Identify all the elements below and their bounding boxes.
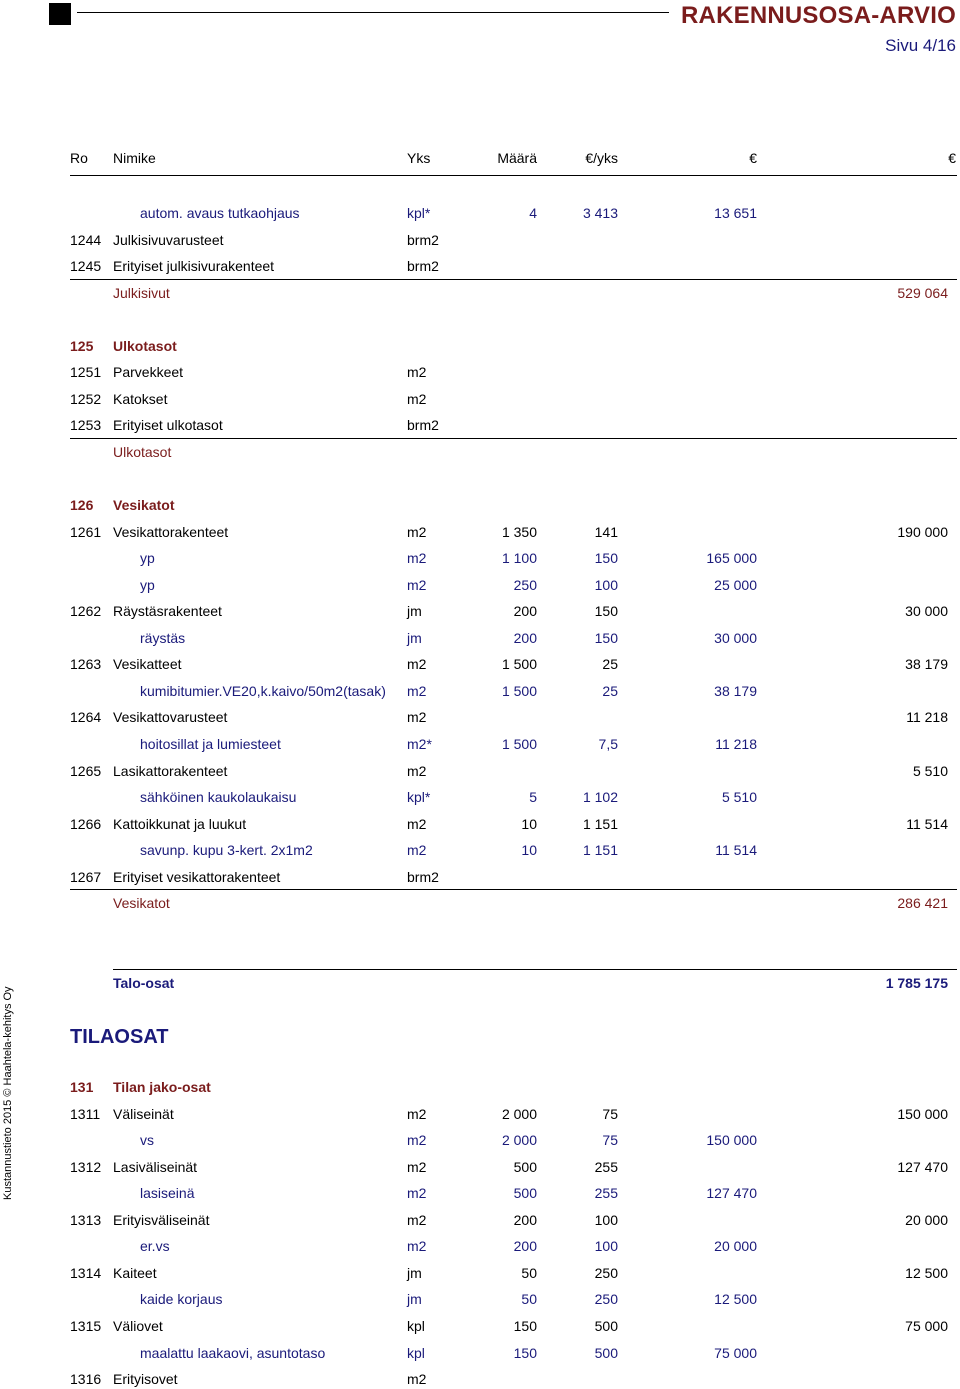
row-name: Lasikattorakenteet (113, 763, 228, 779)
row-name: räystäs (140, 630, 186, 646)
row-unit-price: 25 (602, 683, 618, 699)
row-name: vs (140, 1132, 154, 1148)
item-row (0, 256, 960, 276)
row-name: Erityisväliseinät (113, 1212, 210, 1228)
row-code: 1265 (70, 763, 102, 779)
col-eur-total: € (948, 150, 956, 166)
row-name: Erityiset julkisivurakenteet (113, 258, 275, 274)
row-code: 1261 (70, 524, 102, 540)
row-quantity: 50 (521, 1291, 537, 1307)
row-unit-price: 255 (594, 1159, 618, 1175)
row-unit: m2 (407, 842, 427, 858)
row-quantity: 10 (521, 816, 537, 832)
col-nimike: Nimike (113, 150, 156, 166)
row-name: Vesikattovarusteet (113, 709, 228, 725)
row-unit: brm2 (407, 869, 439, 885)
row-name: Vesikatteet (113, 656, 182, 672)
item-row (0, 707, 960, 727)
row-unit: m2* (407, 736, 432, 752)
row-unit: kpl (407, 1318, 425, 1334)
row-unit-price: 100 (594, 1238, 618, 1254)
row-sub-amount: 75 000 (714, 1345, 757, 1361)
row-unit-price: 100 (594, 1212, 618, 1228)
item-row (0, 230, 960, 250)
col-maara: Määrä (497, 150, 537, 166)
row-unit: m2 (407, 1185, 427, 1201)
row-unit: jm (407, 1291, 422, 1307)
row-quantity: 2 000 (501, 1132, 537, 1148)
row-code: 1315 (70, 1318, 102, 1334)
row-unit-price: 255 (594, 1185, 618, 1201)
item-row (0, 1263, 960, 1283)
row-name: autom. avaus tutkaohjaus (140, 205, 300, 221)
row-unit: jm (407, 603, 422, 619)
item-row (0, 415, 960, 435)
row-code: 1262 (70, 603, 102, 619)
row-unit: kpl* (407, 789, 431, 805)
col-yks: Yks (407, 150, 431, 166)
row-unit: m2 (407, 550, 427, 566)
sub-item-row (0, 628, 960, 648)
row-total-amount: 30 000 (905, 603, 948, 619)
subtotal-rule (113, 969, 957, 970)
row-sub-amount: 127 470 (706, 1185, 757, 1201)
row-total-amount: 12 500 (905, 1265, 948, 1281)
row-unit-price: 500 (594, 1318, 618, 1334)
row-unit-price: 500 (594, 1345, 618, 1361)
row-unit-price: 7,5 (598, 736, 618, 752)
row-name: yp (140, 550, 155, 566)
row-name: Parvekkeet (113, 364, 184, 380)
row-unit: kpl* (407, 205, 431, 221)
row-total-amount: 5 510 (912, 763, 948, 779)
row-name: maalattu laakaovi, asuntotaso (140, 1345, 326, 1361)
header-underline (70, 175, 957, 176)
row-name: Ulkotasot (113, 444, 172, 460)
item-row (0, 761, 960, 781)
row-name: Erityiset vesikattorakenteet (113, 869, 281, 885)
row-unit-price: 75 (602, 1106, 618, 1122)
item-row (0, 1104, 960, 1124)
col-eur-sub: € (749, 150, 757, 166)
row-unit: m2 (407, 1159, 427, 1175)
row-sub-amount: 165 000 (706, 550, 757, 566)
sub-item-row (0, 734, 960, 754)
sub-item-row (0, 787, 960, 807)
row-name: kaide korjaus (140, 1291, 223, 1307)
item-row (0, 1210, 960, 1230)
row-name: Talo-osat (113, 975, 175, 991)
row-unit: brm2 (407, 232, 439, 248)
row-quantity: 500 (513, 1159, 537, 1175)
item-row (0, 1316, 960, 1336)
row-quantity: 150 (513, 1345, 537, 1361)
row-sub-amount: 11 218 (715, 736, 757, 752)
row-name: Katokset (113, 391, 168, 407)
section-title: TILAOSAT (70, 1026, 169, 1048)
item-row (0, 389, 960, 409)
item-row (0, 1157, 960, 1177)
row-name: yp (140, 577, 155, 593)
row-quantity: 200 (513, 630, 537, 646)
row-total-amount: 20 000 (905, 1212, 948, 1228)
item-row (0, 601, 960, 621)
row-name: Vesikattorakenteet (113, 524, 229, 540)
row-unit-price: 141 (594, 524, 618, 540)
item-row (0, 362, 960, 382)
row-unit: m2 (407, 1106, 427, 1122)
row-unit: m2 (407, 364, 427, 380)
row-name: Vesikatot (113, 895, 170, 911)
row-name: Lasiväliseinät (113, 1159, 198, 1175)
row-name: Väliseinät (113, 1106, 174, 1122)
row-quantity: 4 (529, 205, 537, 221)
item-row (0, 654, 960, 674)
item-row (0, 1369, 960, 1389)
page-number: Sivu 4/16 (885, 36, 956, 55)
row-quantity: 1 100 (501, 550, 537, 566)
row-unit: kpl (407, 1345, 425, 1361)
row-code: 1251 (70, 364, 102, 380)
row-sub-amount: 30 000 (714, 630, 757, 646)
row-unit: m2 (407, 1238, 427, 1254)
row-unit: m2 (407, 524, 427, 540)
row-total-amount: 190 000 (897, 524, 948, 540)
row-quantity: 200 (513, 603, 537, 619)
sub-item-row (0, 1236, 960, 1256)
row-unit: brm2 (407, 417, 439, 433)
row-quantity: 150 (513, 1318, 537, 1334)
row-unit-price: 100 (594, 577, 618, 593)
row-name: Julkisivut (113, 285, 170, 301)
row-code: 1267 (70, 869, 102, 885)
row-code: 1252 (70, 391, 102, 407)
row-total-amount: 150 000 (897, 1106, 948, 1122)
col-per-yks: €/yks (585, 150, 618, 166)
row-unit: m2 (407, 709, 427, 725)
subtotal-row (0, 893, 960, 913)
row-unit-price: 150 (594, 603, 618, 619)
group-heading-row (0, 495, 960, 515)
row-code: 1245 (70, 258, 102, 274)
row-unit: m2 (407, 816, 427, 832)
col-ro: Ro (70, 150, 88, 166)
sub-item-row (0, 575, 960, 595)
row-unit: jm (407, 1265, 422, 1281)
row-quantity: 1 500 (501, 656, 537, 672)
sub-item-row (0, 840, 960, 860)
row-code: 1253 (70, 417, 102, 433)
row-unit-price: 1 102 (582, 789, 618, 805)
row-name: Räystäsrakenteet (113, 603, 222, 619)
row-unit: m2 (407, 763, 427, 779)
row-name: kumibitumier.VE20,k.kaivo/50m2(tasak) (140, 683, 386, 699)
item-row (0, 522, 960, 542)
row-code: 1266 (70, 816, 102, 832)
subtotal-rule (70, 889, 957, 890)
row-name: Tilan jako-osat (113, 1079, 211, 1095)
row-code: 126 (70, 497, 94, 513)
subtotal-row (0, 442, 960, 462)
row-code: 131 (70, 1079, 94, 1095)
row-name: Väliovet (113, 1318, 163, 1334)
row-total-amount: 11 218 (906, 709, 948, 725)
row-code: 125 (70, 338, 94, 354)
row-unit: m2 (407, 1132, 427, 1148)
row-code: 1313 (70, 1212, 102, 1228)
row-unit-price: 75 (602, 1132, 618, 1148)
row-sub-amount: 38 179 (714, 683, 757, 699)
subtotal-row (0, 283, 960, 303)
row-unit-price: 1 151 (582, 842, 618, 858)
row-quantity: 1 500 (501, 736, 537, 752)
row-total-amount: 127 470 (897, 1159, 948, 1175)
document-title: RAKENNUSOSA-ARVIO (681, 2, 956, 29)
row-total-amount: 11 514 (906, 816, 948, 832)
row-name: lasiseinä (140, 1185, 195, 1201)
row-name: Julkisivuvarusteet (113, 232, 224, 248)
row-quantity: 200 (513, 1238, 537, 1254)
sub-item-row (0, 1343, 960, 1363)
sub-item-row (0, 681, 960, 701)
row-quantity: 200 (513, 1212, 537, 1228)
grand-total-row (0, 973, 960, 993)
group-heading-row (0, 1077, 960, 1097)
row-quantity: 5 (529, 789, 537, 805)
row-name: Vesikatot (113, 497, 175, 513)
row-sub-amount: 12 500 (714, 1291, 757, 1307)
row-quantity: 10 (521, 842, 537, 858)
row-name: Kaiteet (113, 1265, 157, 1281)
row-sub-amount: 13 651 (714, 205, 757, 221)
row-quantity: 250 (513, 577, 537, 593)
row-total-amount: 1 785 175 (885, 975, 948, 991)
row-name: sähköinen kaukolaukaisu (140, 789, 297, 805)
row-total-amount: 38 179 (905, 656, 948, 672)
row-name: savunp. kupu 3-kert. 2x1m2 (140, 842, 313, 858)
sub-item-row (0, 1183, 960, 1203)
row-code: 1314 (70, 1265, 102, 1281)
row-sub-amount: 5 510 (721, 789, 757, 805)
subtotal-rule (70, 438, 957, 439)
subtotal-rule (70, 279, 957, 280)
row-name: Erityiset ulkotasot (113, 417, 223, 433)
sub-item-row (0, 203, 960, 223)
header-square-mark (49, 3, 71, 25)
sub-item-row (0, 1289, 960, 1309)
header-rule (77, 12, 669, 13)
item-row (0, 867, 960, 887)
row-unit: brm2 (407, 258, 439, 274)
row-unit-price: 250 (594, 1291, 618, 1307)
row-name: Erityisovet (113, 1371, 178, 1387)
row-code: 1263 (70, 656, 102, 672)
sub-item-row (0, 1130, 960, 1150)
row-quantity: 50 (521, 1265, 537, 1281)
copyright-side-note: Kustannustieto 2015 © Haahtela-kehitys Oy (2, 986, 14, 1200)
row-unit: m2 (407, 683, 427, 699)
row-total-amount: 75 000 (905, 1318, 948, 1334)
row-total-amount: 286 421 (897, 895, 948, 911)
row-unit: jm (407, 630, 422, 646)
row-sub-amount: 20 000 (714, 1238, 757, 1254)
row-unit: m2 (407, 577, 427, 593)
sub-item-row (0, 548, 960, 568)
row-unit: m2 (407, 656, 427, 672)
row-name: Ulkotasot (113, 338, 177, 354)
item-row (0, 814, 960, 834)
row-quantity: 500 (513, 1185, 537, 1201)
row-name: Kattoikkunat ja luukut (113, 816, 247, 832)
row-code: 1316 (70, 1371, 102, 1387)
row-code: 1311 (70, 1106, 101, 1122)
row-name: er.vs (140, 1238, 170, 1254)
row-sub-amount: 150 000 (706, 1132, 757, 1148)
row-total-amount: 529 064 (897, 285, 948, 301)
row-name: hoitosillat ja lumiesteet (140, 736, 281, 752)
row-quantity: 1 500 (501, 683, 537, 699)
row-unit-price: 1 151 (582, 816, 618, 832)
row-unit: m2 (407, 1212, 427, 1228)
row-code: 1244 (70, 232, 102, 248)
row-unit-price: 250 (594, 1265, 618, 1281)
row-code: 1312 (70, 1159, 102, 1175)
row-unit: m2 (407, 1371, 427, 1387)
row-unit-price: 3 413 (582, 205, 618, 221)
row-unit-price: 150 (594, 630, 618, 646)
row-unit-price: 150 (594, 550, 618, 566)
row-quantity: 2 000 (501, 1106, 537, 1122)
row-quantity: 1 350 (501, 524, 537, 540)
row-code: 1264 (70, 709, 102, 725)
row-sub-amount: 11 514 (715, 842, 757, 858)
row-unit: m2 (407, 391, 427, 407)
group-heading-row (0, 336, 960, 356)
row-unit-price: 25 (602, 656, 618, 672)
row-sub-amount: 25 000 (714, 577, 757, 593)
